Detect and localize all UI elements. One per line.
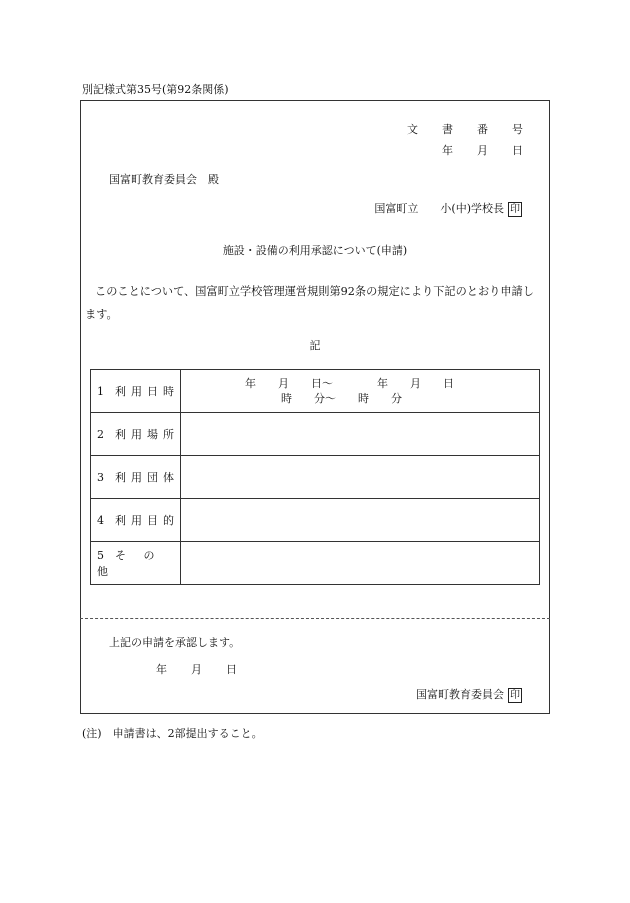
item-label-text: 利用目的 (115, 514, 179, 527)
other-field[interactable] (181, 542, 540, 585)
item-number: 2 (97, 428, 104, 441)
approver-seal: 印 (510, 689, 520, 701)
usage-date-range: 年 月 日～ 年 月 日 (245, 377, 454, 390)
body-text-line-2: ます。 (85, 308, 118, 321)
date-day-char: 日 (512, 144, 523, 157)
table-row (91, 542, 540, 585)
cut-line-divider (80, 618, 550, 619)
item-number: 1 (97, 385, 104, 398)
item-number: 4 (97, 514, 104, 527)
item-label-other (91, 542, 181, 585)
usage-purpose-field[interactable] (181, 499, 540, 542)
item-label-datetime (91, 370, 181, 413)
table-row (91, 499, 540, 542)
item-number: 3 (97, 471, 104, 484)
recipient: 国富町教育委員会 殿 (109, 173, 219, 186)
usage-time-range: 時 分～ 時 分 (281, 392, 402, 405)
item-label-group (91, 456, 181, 499)
approver (416, 686, 522, 703)
document-date (442, 142, 523, 158)
item-label-text: 利用場所 (115, 428, 179, 441)
ki-heading: 記 (309, 339, 321, 352)
item-label-text: そ の 他 (97, 549, 162, 578)
doc-number-char: 号 (512, 123, 523, 136)
item-label-text: 利用日時 (115, 385, 179, 398)
date-month-char: 月 (477, 144, 488, 157)
item-label-text: 利用団体 (115, 471, 179, 484)
table-row (91, 413, 540, 456)
item-number: 5 (97, 549, 104, 562)
usage-place-field[interactable] (181, 413, 540, 456)
approval-text: 上記の申請を承認します。 (109, 636, 241, 649)
usage-group-field[interactable] (181, 456, 540, 499)
date-year-char: 年 (156, 663, 167, 676)
sender-seal: 印 (510, 203, 520, 215)
doc-number-char: 文 (407, 123, 418, 136)
date-year-char: 年 (442, 144, 453, 157)
doc-number-char: 書 (442, 123, 453, 136)
items-table (90, 369, 540, 585)
form-number-label: 別記様式第35号(第92条関係) (82, 83, 229, 96)
item-label-place (91, 413, 181, 456)
table-row (91, 456, 540, 499)
usage-datetime-field[interactable] (181, 370, 540, 413)
document-subject: 施設・設備の利用承認について(申請) (222, 244, 408, 257)
body-text-line-1: このことについて、国富町立学校管理運営規則第92条の規定により下記のとおり申請し (95, 285, 534, 298)
sender-title: 小(中)学校長 (440, 202, 504, 215)
date-month-char: 月 (191, 663, 202, 676)
date-day-char: 日 (226, 663, 237, 676)
footnote: (注) 申請書は、2部提出すること。 (82, 727, 263, 740)
table-row (91, 370, 540, 413)
approver-name: 国富町教育委員会 (416, 688, 504, 701)
item-label-purpose (91, 499, 181, 542)
document-number-label (407, 121, 523, 137)
doc-number-char: 番 (477, 123, 488, 136)
approval-date (156, 661, 237, 677)
sender-org: 国富町立 (374, 202, 419, 215)
sender (374, 200, 522, 217)
